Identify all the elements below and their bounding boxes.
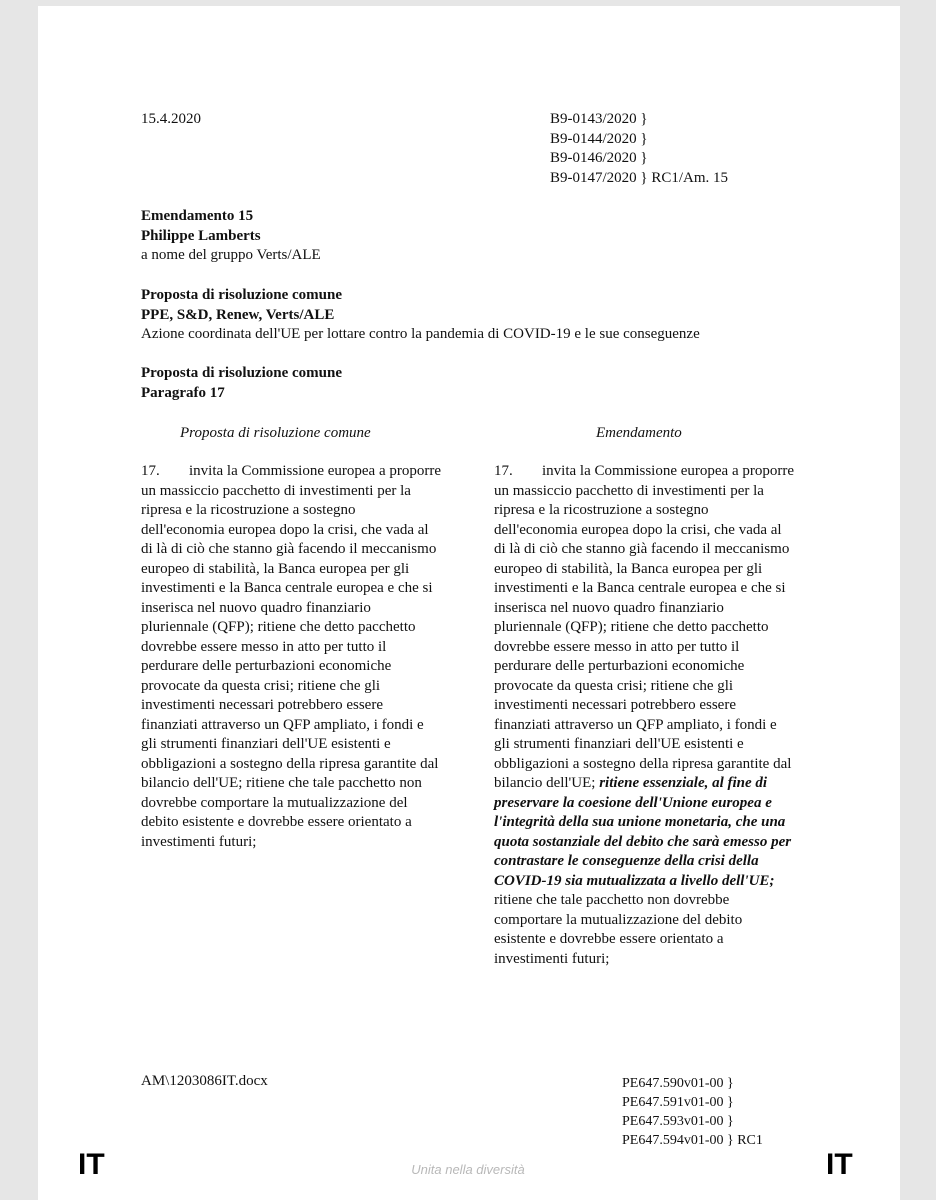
proposal-subject: Azione coordinata dell'UE per lottare contro la pandemia di COVID-19 e le sue conseguenze	[141, 326, 700, 342]
paragraph-number-label: 17.	[141, 463, 160, 479]
proposal-title-2: Proposta di risoluzione comune	[141, 365, 342, 381]
amendment-block	[141, 207, 321, 266]
left-column-header: Proposta di risoluzione comune	[180, 425, 371, 441]
document-references	[550, 110, 728, 188]
paragraph-number-label: 17.	[494, 463, 513, 479]
pe-reference-line: PE647.594v01-00 } RC1	[622, 1133, 763, 1148]
pe-references	[622, 1074, 763, 1150]
document-filename: AM\1203086IT.docx	[141, 1073, 268, 1089]
pe-reference-line: PE647.591v01-00 }	[622, 1095, 734, 1110]
eu-motto: Unita nella diversità	[411, 1162, 525, 1177]
pe-reference-line: PE647.593v01-00 }	[622, 1114, 734, 1129]
right-paragraph-amendment: ritiene essenziale, al fine di preservare la coesione dell'Unione europea e l'integrità della sua unione monetaria, che una quota sostanziale del debito che sarà emesso per contrastare le conseguenze della crisi della COVID-19 sia mutualizzata a livello dell'UE;	[494, 775, 792, 889]
reference-line: B9-0146/2020 }	[550, 150, 648, 166]
right-paragraph-body-b: ritiene che tale pacchetto non dovrebbe comportare la mutualizzazione del debito esistente e dovrebbe essere orientato a investimenti futuri;	[494, 892, 743, 967]
amendment-title: Emendamento 15	[141, 208, 254, 224]
language-code-left: IT	[78, 1148, 105, 1181]
paragraph-number: Paragrafo 17	[141, 384, 225, 401]
right-column-text	[494, 462, 794, 969]
proposal-block	[141, 286, 841, 345]
reference-line: B9-0144/2020 }	[550, 130, 648, 147]
right-paragraph	[494, 462, 794, 969]
left-paragraph-body: invita la Commissione europea a proporre un massiccio pacchetto di investimenti per la ripresa e la ricostruzione a sostegno dell'economia europea dopo la crisi, che vada al di là di ciò che stanno già facendo il meccanismo europeo di stabilità, la Banca europea per gli investimenti e la Banca centrale europea e che si inserisca nel nuovo quadro finanziario pluriennale (QFP); ritiene che detto pacchetto dovrebbe essere messo in atto per tutto il perdurare delle perturbazioni economiche provocate da questa crisi; ritiene che gli investimenti necessari potrebbero essere finanziati attraverso un QFP ampliato, i fondi e gli strumenti finanziari dell'UE esistenti e obbligazioni a sostegno della ripresa garantite dal bilancio dell'UE; ritiene che tale pacchetto non dovrebbe comportare la mutualizzazione del debito esistente e dovrebbe essere orientato a investimenti futuri;	[141, 463, 442, 850]
reference-line: B9-0143/2020 }	[550, 111, 648, 127]
pe-reference-line: PE647.590v01-00 }	[622, 1076, 734, 1091]
language-code-right: IT	[826, 1148, 853, 1181]
left-column-text	[141, 462, 441, 852]
amendment-author: Philippe Lamberts	[141, 227, 261, 244]
right-column-header: Emendamento	[596, 425, 682, 441]
right-paragraph-body-a: invita la Commissione europea a proporre un massiccio pacchetto di investimenti per la ripresa e la ricostruzione a sostegno dell'economia europea dopo la crisi, che vada al di là di ciò che stanno già facendo il meccanismo europeo di stabilità, la Banca europea per gli investimenti e la Banca centrale europea e che si inserisca nel nuovo quadro finanziario pluriennale (QFP); ritiene che detto pacchetto dovrebbe essere messo in atto per tutto il perdurare delle perturbazioni economiche provocate da questa crisi; ritiene che gli investimenti necessari potrebbero essere finanziati attraverso un QFP ampliato, i fondi e gli strumenti finanziari dell'UE esistenti e obbligazioni a sostegno della ripresa garantite dal bilancio dell'UE;	[494, 463, 795, 791]
paragraph-reference	[141, 364, 342, 403]
left-paragraph	[141, 462, 441, 852]
proposal-groups: PPE, S&D, Renew, Verts/ALE	[141, 306, 335, 323]
document-date: 15.4.2020	[141, 111, 201, 127]
reference-line: B9-0147/2020 } RC1/Am. 15	[550, 169, 729, 186]
proposal-title: Proposta di risoluzione comune	[141, 287, 342, 303]
amendment-group: a nome del gruppo Verts/ALE	[141, 247, 321, 263]
